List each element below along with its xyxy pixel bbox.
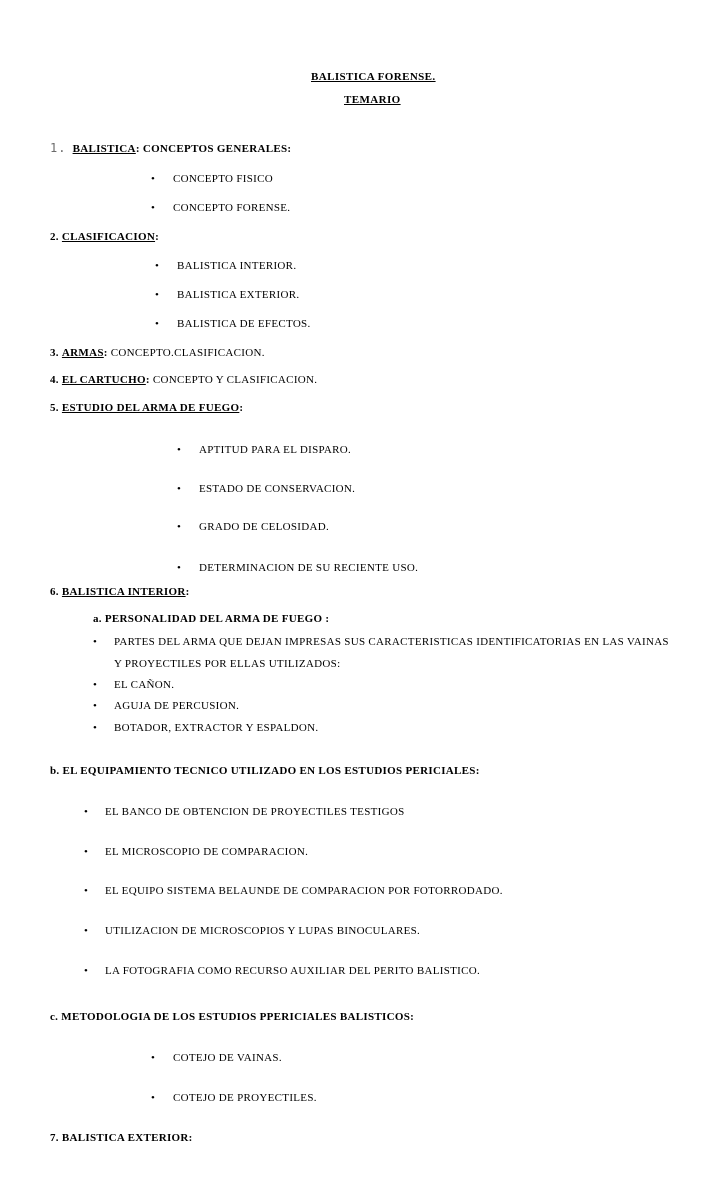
section-2-number: 2. [50,231,59,243]
bullet-icon: • [155,260,159,272]
bullet-icon: • [177,521,181,533]
section-4-rest: CONCEPTO Y CLASIFICACION. [149,374,318,386]
section-4-heading [50,373,317,387]
section-4-number: 4. [50,374,59,386]
list-item: EL EQUIPO SISTEMA BELAUNDE DE COMPARACION POR FOTORRODADO. [105,885,503,897]
bullet-icon: • [155,318,159,330]
list-item: CONCEPTO FORENSE. [173,202,291,214]
subsection-c-heading: c. METODOLOGIA DE LOS ESTUDIOS PPERICIALES BALISTICOS: [50,1011,415,1023]
bullet-icon: • [177,483,181,495]
section-3-heading [50,346,265,360]
list-item: EL CAÑON. [114,679,175,691]
bullet-icon: • [84,965,88,977]
list-item: UTILIZACION DE MICROSCOPIOS Y LUPAS BINOCULARES. [105,925,421,937]
section-6-rest: : [185,586,190,598]
list-item-continuation: Y PROYECTILES POR ELLAS UTILIZADOS: [114,658,341,670]
section-4-colon: : [145,374,150,386]
bullet-icon: • [93,700,97,712]
section-1-dot: . [58,141,67,155]
bullet-icon: • [93,722,97,734]
document-subtitle: TEMARIO [344,94,401,106]
list-item: LA FOTOGRAFIA COMO RECURSO AUXILIAR DEL PERITO BALISTICO. [105,965,481,977]
section-7-heading: 7. BALISTICA EXTERIOR: [50,1132,193,1144]
section-3-title: ARMAS [61,347,104,359]
section-6-heading [50,585,190,599]
bullet-icon: • [93,679,97,691]
section-1-rest: : CONCEPTOS GENERALES: [135,143,292,155]
bullet-icon: • [177,444,181,456]
section-3-colon: : [103,347,108,359]
subsection-a-heading: a. PERSONALIDAD DEL ARMA DE FUEGO : [93,613,330,625]
list-item: CONCEPTO FISICO [173,173,273,185]
list-item: APTITUD PARA EL DISPARO. [199,444,352,456]
section-6-title: BALISTICA INTERIOR [61,586,186,598]
section-5-number: 5. [50,402,59,414]
bullet-icon: • [151,202,155,214]
list-item: BOTADOR, EXTRACTOR Y ESPALDON. [114,722,319,734]
list-item: COTEJO DE VAINAS. [173,1052,282,1064]
bullet-icon: • [84,846,88,858]
bullet-icon: • [151,1052,155,1064]
list-item: PARTES DEL ARMA QUE DEJAN IMPRESAS SUS CARACTERISTICAS IDENTIFICATORIAS EN LAS VAINAS [114,636,669,648]
list-item: GRADO DE CELOSIDAD. [199,521,330,533]
section-2-title: CLASIFICACION [61,231,156,243]
section-2-heading [50,230,159,244]
list-item: DETERMINACION DE SU RECIENTE USO. [199,562,419,574]
section-1-number: 1 [50,141,59,155]
bullet-icon: • [151,173,155,185]
list-item: BALISTICA DE EFECTOS. [177,318,311,330]
section-5-heading [50,401,243,415]
section-1-title: BALISTICA [72,143,136,155]
bullet-icon: • [84,806,88,818]
list-item: AGUJA DE PERCUSION. [114,700,240,712]
bullet-icon: • [155,289,159,301]
bullet-icon: • [84,925,88,937]
document-title: BALISTICA FORENSE. [311,71,436,83]
list-item: ESTADO DE CONSERVACION. [199,483,356,495]
section-3-number: 3. [50,347,59,359]
section-2-rest: : [155,231,160,243]
section-3-rest: CONCEPTO.CLASIFICACION. [107,347,265,359]
bullet-icon: • [93,636,97,648]
list-item: COTEJO DE PROYECTILES. [173,1092,317,1104]
subsection-b-heading: b. EL EQUIPAMIENTO TECNICO UTILIZADO EN LOS ESTUDIOS PERICIALES: [50,765,480,777]
section-5-rest: : [239,402,244,414]
bullet-icon: • [151,1092,155,1104]
section-4-title: EL CARTUCHO [61,374,146,386]
bullet-icon: • [177,562,181,574]
section-6-number: 6. [50,586,59,598]
list-item: EL BANCO DE OBTENCION DE PROYECTILES TESTIGOS [105,806,405,818]
list-item: EL MICROSCOPIO DE COMPARACION. [105,846,309,858]
list-item: BALISTICA INTERIOR. [177,260,297,272]
bullet-icon: • [84,885,88,897]
section-1-heading [50,141,291,156]
section-5-title: ESTUDIO DEL ARMA DE FUEGO [61,402,240,414]
list-item: BALISTICA EXTERIOR. [177,289,300,301]
